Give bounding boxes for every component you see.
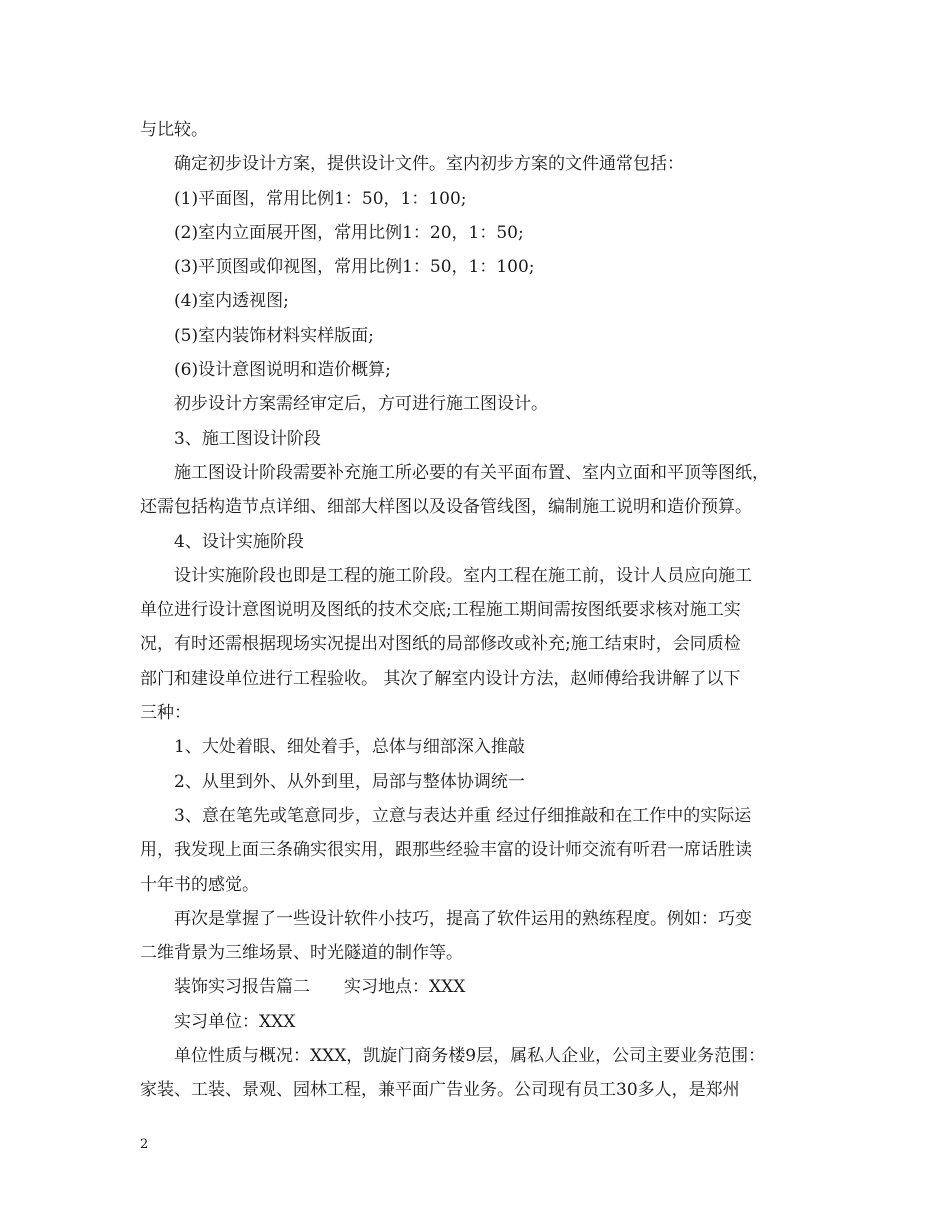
text-line: (6)设计意图说明和造价概算; — [174, 360, 391, 381]
text-line: 况，有时还需根据现场实况提出对图纸的局部修改或补充;施工结束时，会同质检 — [140, 634, 741, 655]
text-line: 二维背景为三维场景、时光隧道的制作等。 — [140, 943, 463, 964]
text-line: 家装、工装、景观、园林工程，兼平面广告业务。公司现有员工30多人，是郑州 — [140, 1080, 740, 1101]
text-line: (5)室内装饰材料实样版面; — [174, 325, 374, 346]
text-line: 还需包括构造节点详细、细部大样图以及设备管线图，编制施工说明和造价预算。 — [140, 497, 752, 518]
text-line: 2、从里到外、从外到里，局部与整体协调统一 — [174, 771, 525, 792]
text-line: 确定初步设计方案，提供设计文件。室内初步方案的文件通常包括： — [174, 154, 684, 175]
document-body — [140, 113, 820, 1108]
text-line: (4)室内透视图; — [174, 291, 289, 312]
page-number: 2 — [140, 1137, 149, 1152]
text-line: 初步设计方案需经审定后，方可进行施工图设计。 — [174, 394, 548, 415]
text-line: 3、施工图设计阶段 — [174, 428, 321, 449]
text-line: 十年书的感觉。 — [140, 874, 259, 895]
text-line: 用，我发现上面三条确实很实用，跟那些经验丰富的设计师交流有听君一席话胜读 — [140, 840, 752, 861]
text-line: 单位进行设计意图说明及图纸的技术交底;工程施工期间需按图纸要求核对施工实 — [140, 600, 741, 621]
text-line: 与比较。 — [140, 120, 208, 140]
text-line: 1、大处着眼、细处着手，总体与细部深入推敲 — [174, 737, 525, 758]
text-line: 再次是掌握了一些设计软件小技巧，提高了软件运用的熟练程度。例如：巧变 — [174, 908, 752, 929]
text-line: 施工图设计阶段需要补充施工所必要的有关平面布置、室内立面和平顶等图纸， — [174, 462, 769, 483]
text-line: 单位性质与概况：XXX，凯旋门商务楼9层，属私人企业，公司主要业务范围： — [174, 1046, 766, 1067]
text-line: (2)室内立面展开图，常用比例1：20，1：50; — [174, 222, 524, 243]
text-line: 实习单位：XXX — [174, 1011, 296, 1032]
text-line: (1)平面图，常用比例1：50，1：100; — [174, 188, 467, 209]
text-line: 装饰实习报告篇二 实习地点：XXX — [174, 977, 466, 998]
text-line: 部门和建设单位进行工程验收。 其次了解室内设计方法，赵师傅给我讲解了以下 — [140, 668, 741, 689]
text-line: 设计实施阶段也即是工程的施工阶段。室内工程在施工前，设计人员应向施工 — [174, 565, 752, 586]
text-line: (3)平顶图或仰视图，常用比例1：50，1：100; — [174, 257, 535, 278]
text-line: 3、意在笔先或笔意同步，立意与表达并重 经过仔细推敲和在工作中的实际运 — [174, 805, 752, 826]
text-line: 三种： — [140, 703, 191, 724]
text-line: 4、设计实施阶段 — [174, 531, 304, 552]
